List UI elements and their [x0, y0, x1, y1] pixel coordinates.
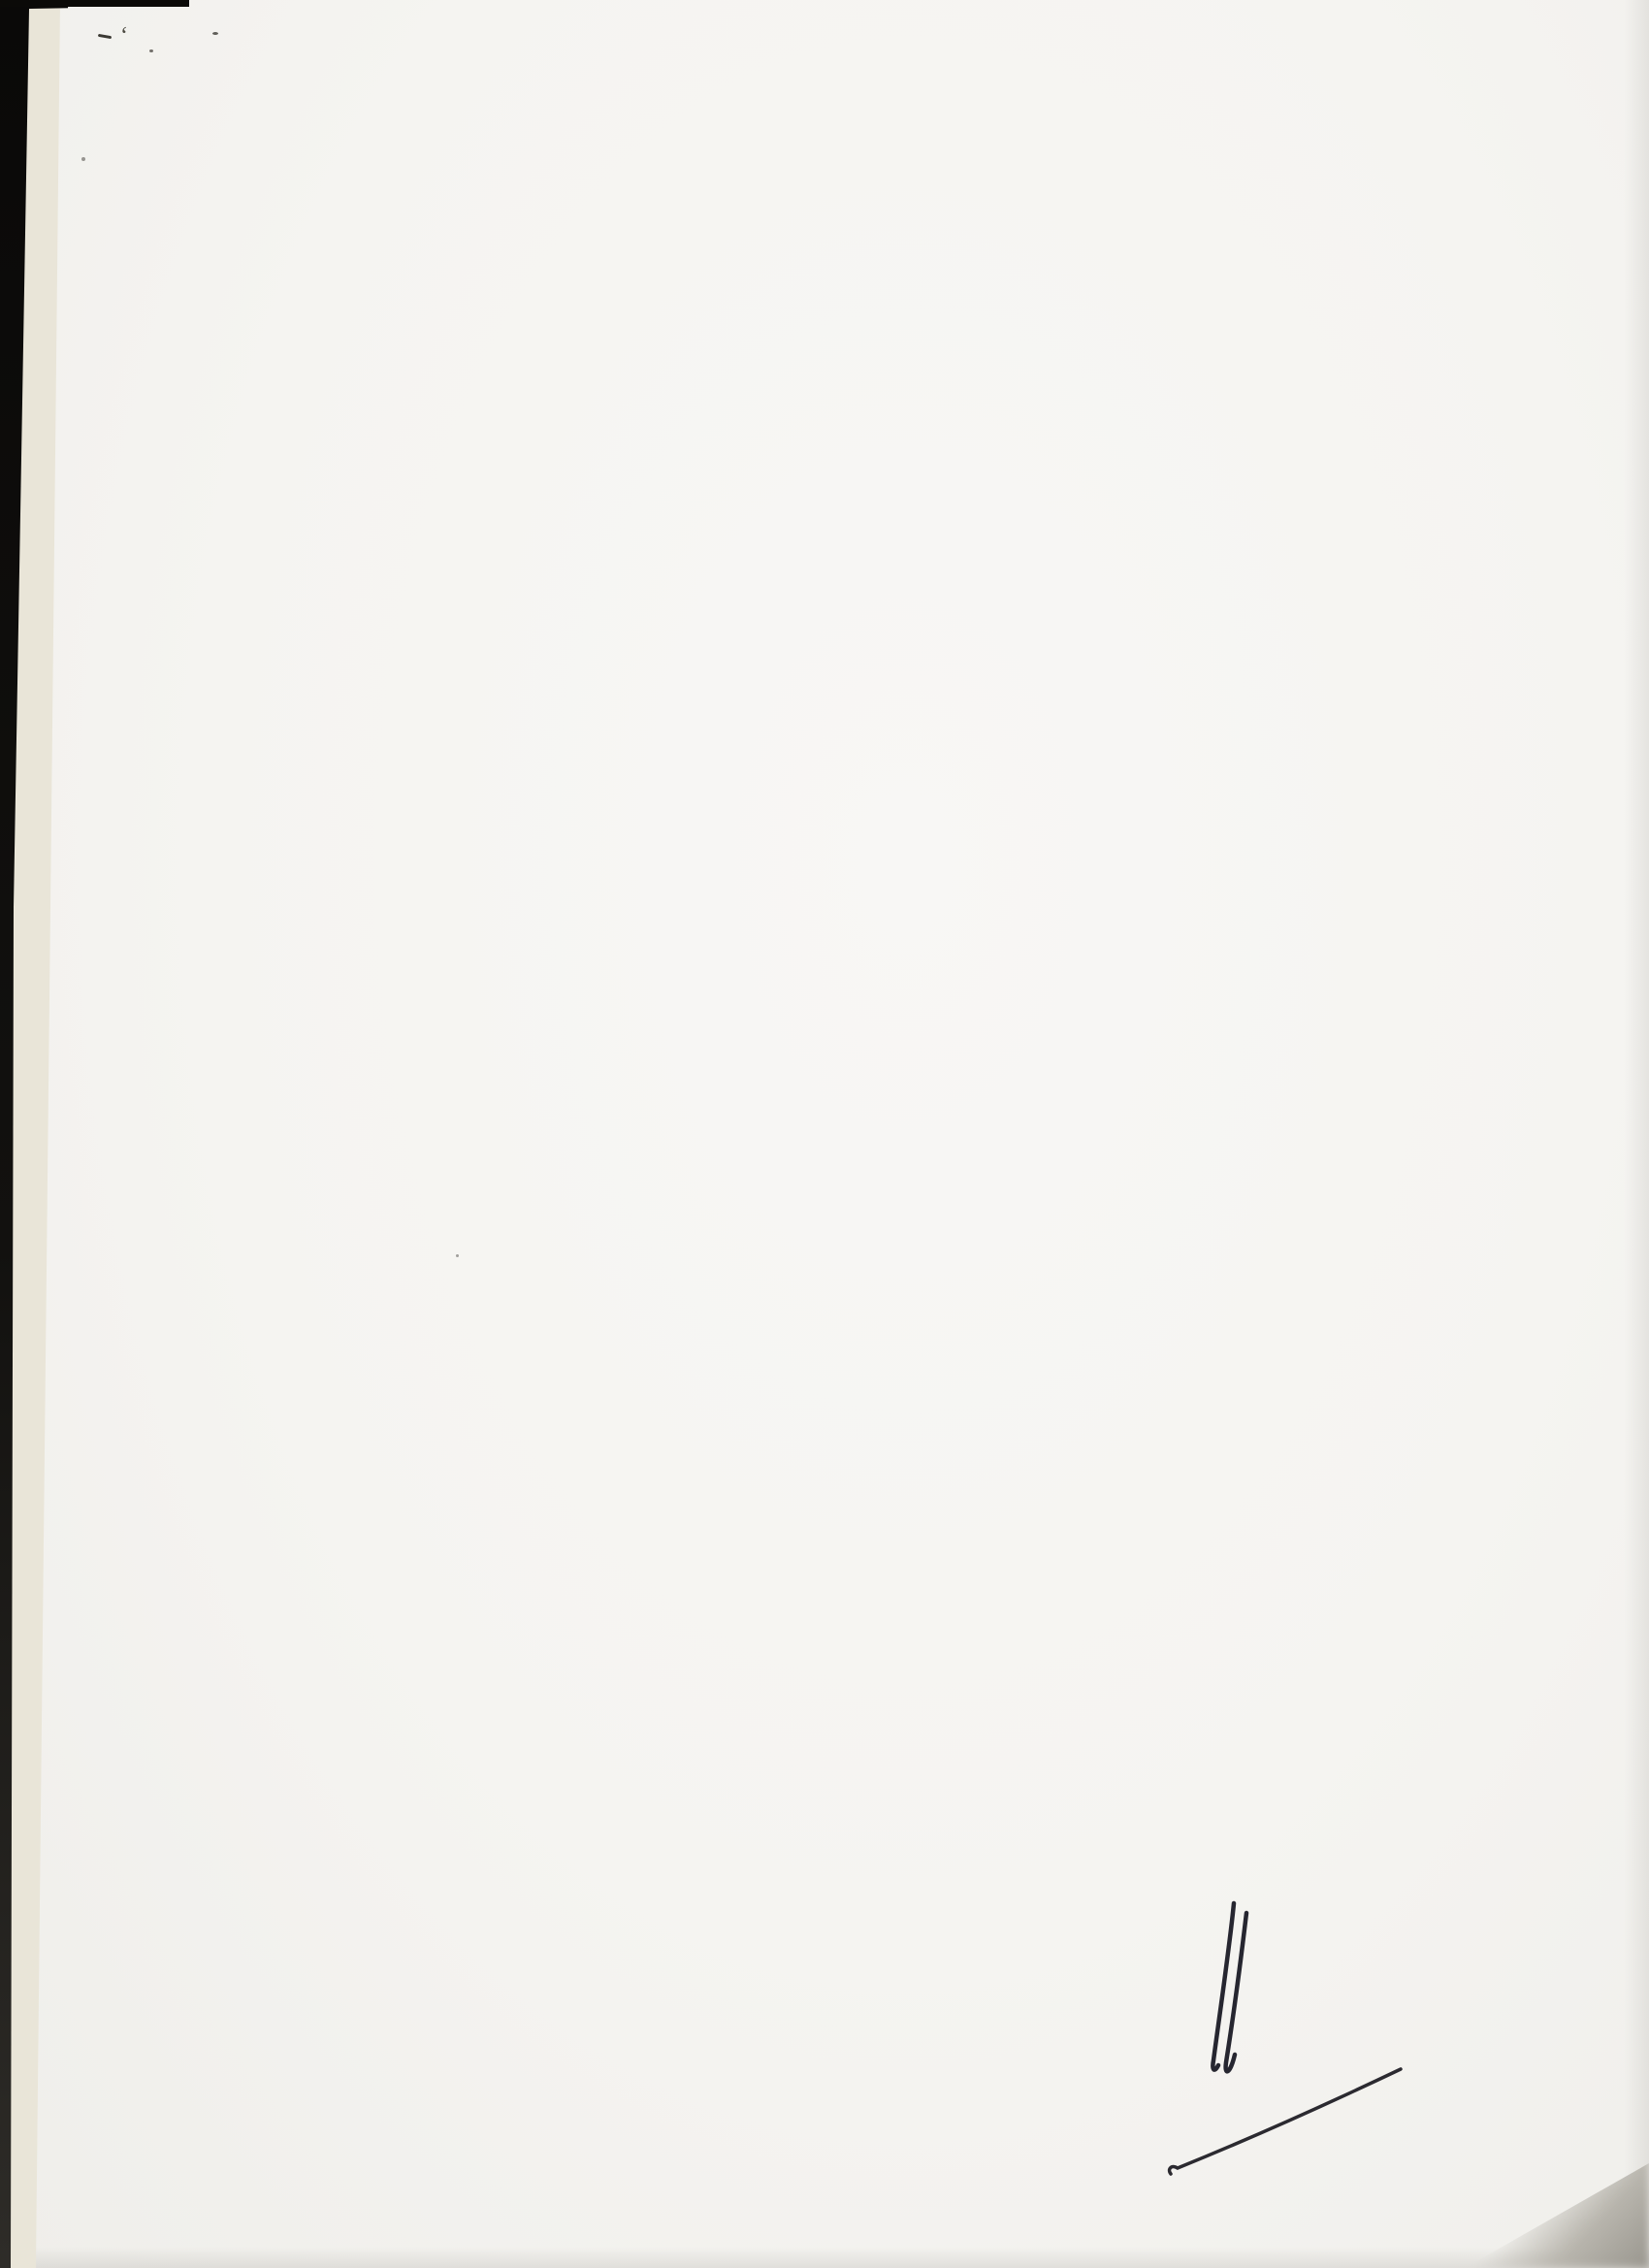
pen-mark-diagonal-line: [1170, 2069, 1401, 2174]
stray-quote-mark: ‘: [120, 23, 128, 49]
